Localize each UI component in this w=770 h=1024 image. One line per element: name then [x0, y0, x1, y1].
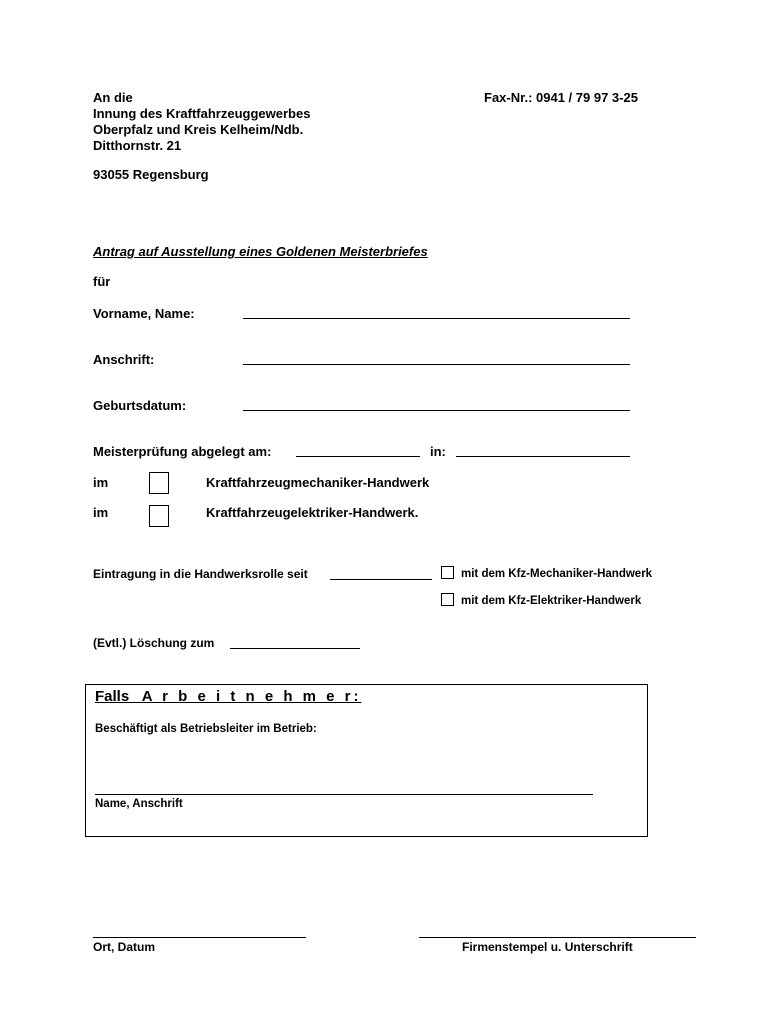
trade-electrician-checkbox[interactable] [149, 505, 169, 527]
employer-name-address-label: Name, Anschrift [95, 798, 183, 810]
recipient-line-2: Innung des Kraftfahrzeuggewerbes [93, 106, 311, 121]
recipient-line-4: Ditthornstr. 21 [93, 138, 182, 153]
employee-heading-spaced: A r b e i t n e h m e r: [141, 688, 362, 705]
employer-name-field-line[interactable] [95, 794, 593, 795]
trade-electrician-label: Kraftfahrzeugelektriker-Handwerk. [206, 505, 419, 520]
address-field-line[interactable] [243, 364, 630, 365]
employee-heading [95, 688, 362, 706]
birthdate-field-line[interactable] [243, 410, 630, 411]
employee-section-box [85, 684, 648, 837]
fax-number: Fax-Nr.: 0941 / 79 97 3-25 [484, 90, 638, 105]
deletion-label: (Evtl.) Löschung zum [93, 636, 215, 650]
registry-electrician-label: mit dem Kfz-Elektriker-Handwerk [461, 595, 642, 607]
employed-as-label: Beschäftigt als Betriebsleiter im Betrieb: [95, 723, 317, 735]
recipient-line-1: An die [93, 90, 133, 105]
exam-date-field-line[interactable] [296, 456, 420, 457]
exam-place-field-line[interactable] [456, 456, 630, 457]
registry-mechanic-label: mit dem Kfz-Mechaniker-Handwerk [461, 568, 653, 580]
birthdate-label: Geburtsdatum: [93, 398, 187, 413]
trade-mechanic-label: Kraftfahrzeugmechaniker-Handwerk [206, 475, 430, 490]
registry-date-field-line[interactable] [330, 579, 432, 580]
name-field-line[interactable] [243, 318, 630, 319]
registry-mechanic-checkbox[interactable] [441, 566, 454, 579]
trade-prefix: im [93, 475, 109, 490]
trade-mechanic-checkbox[interactable] [149, 472, 169, 494]
form-title: Antrag auf Ausstellung eines Goldenen Meisterbriefes [93, 244, 428, 259]
exam-place-label: in: [430, 444, 446, 459]
place-date-label: Ort, Datum [93, 940, 156, 954]
place-date-line[interactable] [93, 937, 306, 938]
recipient-line-3: Oberpfalz und Kreis Kelheim/Ndb. [93, 122, 304, 137]
fuer-label: für [93, 274, 111, 289]
trade-prefix: im [93, 505, 109, 520]
name-label: Vorname, Name: [93, 306, 195, 321]
recipient-city: 93055 Regensburg [93, 167, 209, 182]
exam-date-label: Meisterprüfung abgelegt am: [93, 444, 272, 459]
employee-heading-prefix: Falls [95, 688, 130, 705]
registry-label: Eintragung in die Handwerksrolle seit [93, 567, 308, 581]
address-label: Anschrift: [93, 352, 155, 367]
deletion-date-field-line[interactable] [230, 648, 360, 649]
registry-electrician-checkbox[interactable] [441, 593, 454, 606]
stamp-signature-label: Firmenstempel u. Unterschrift [462, 940, 633, 954]
signature-line[interactable] [419, 937, 696, 938]
